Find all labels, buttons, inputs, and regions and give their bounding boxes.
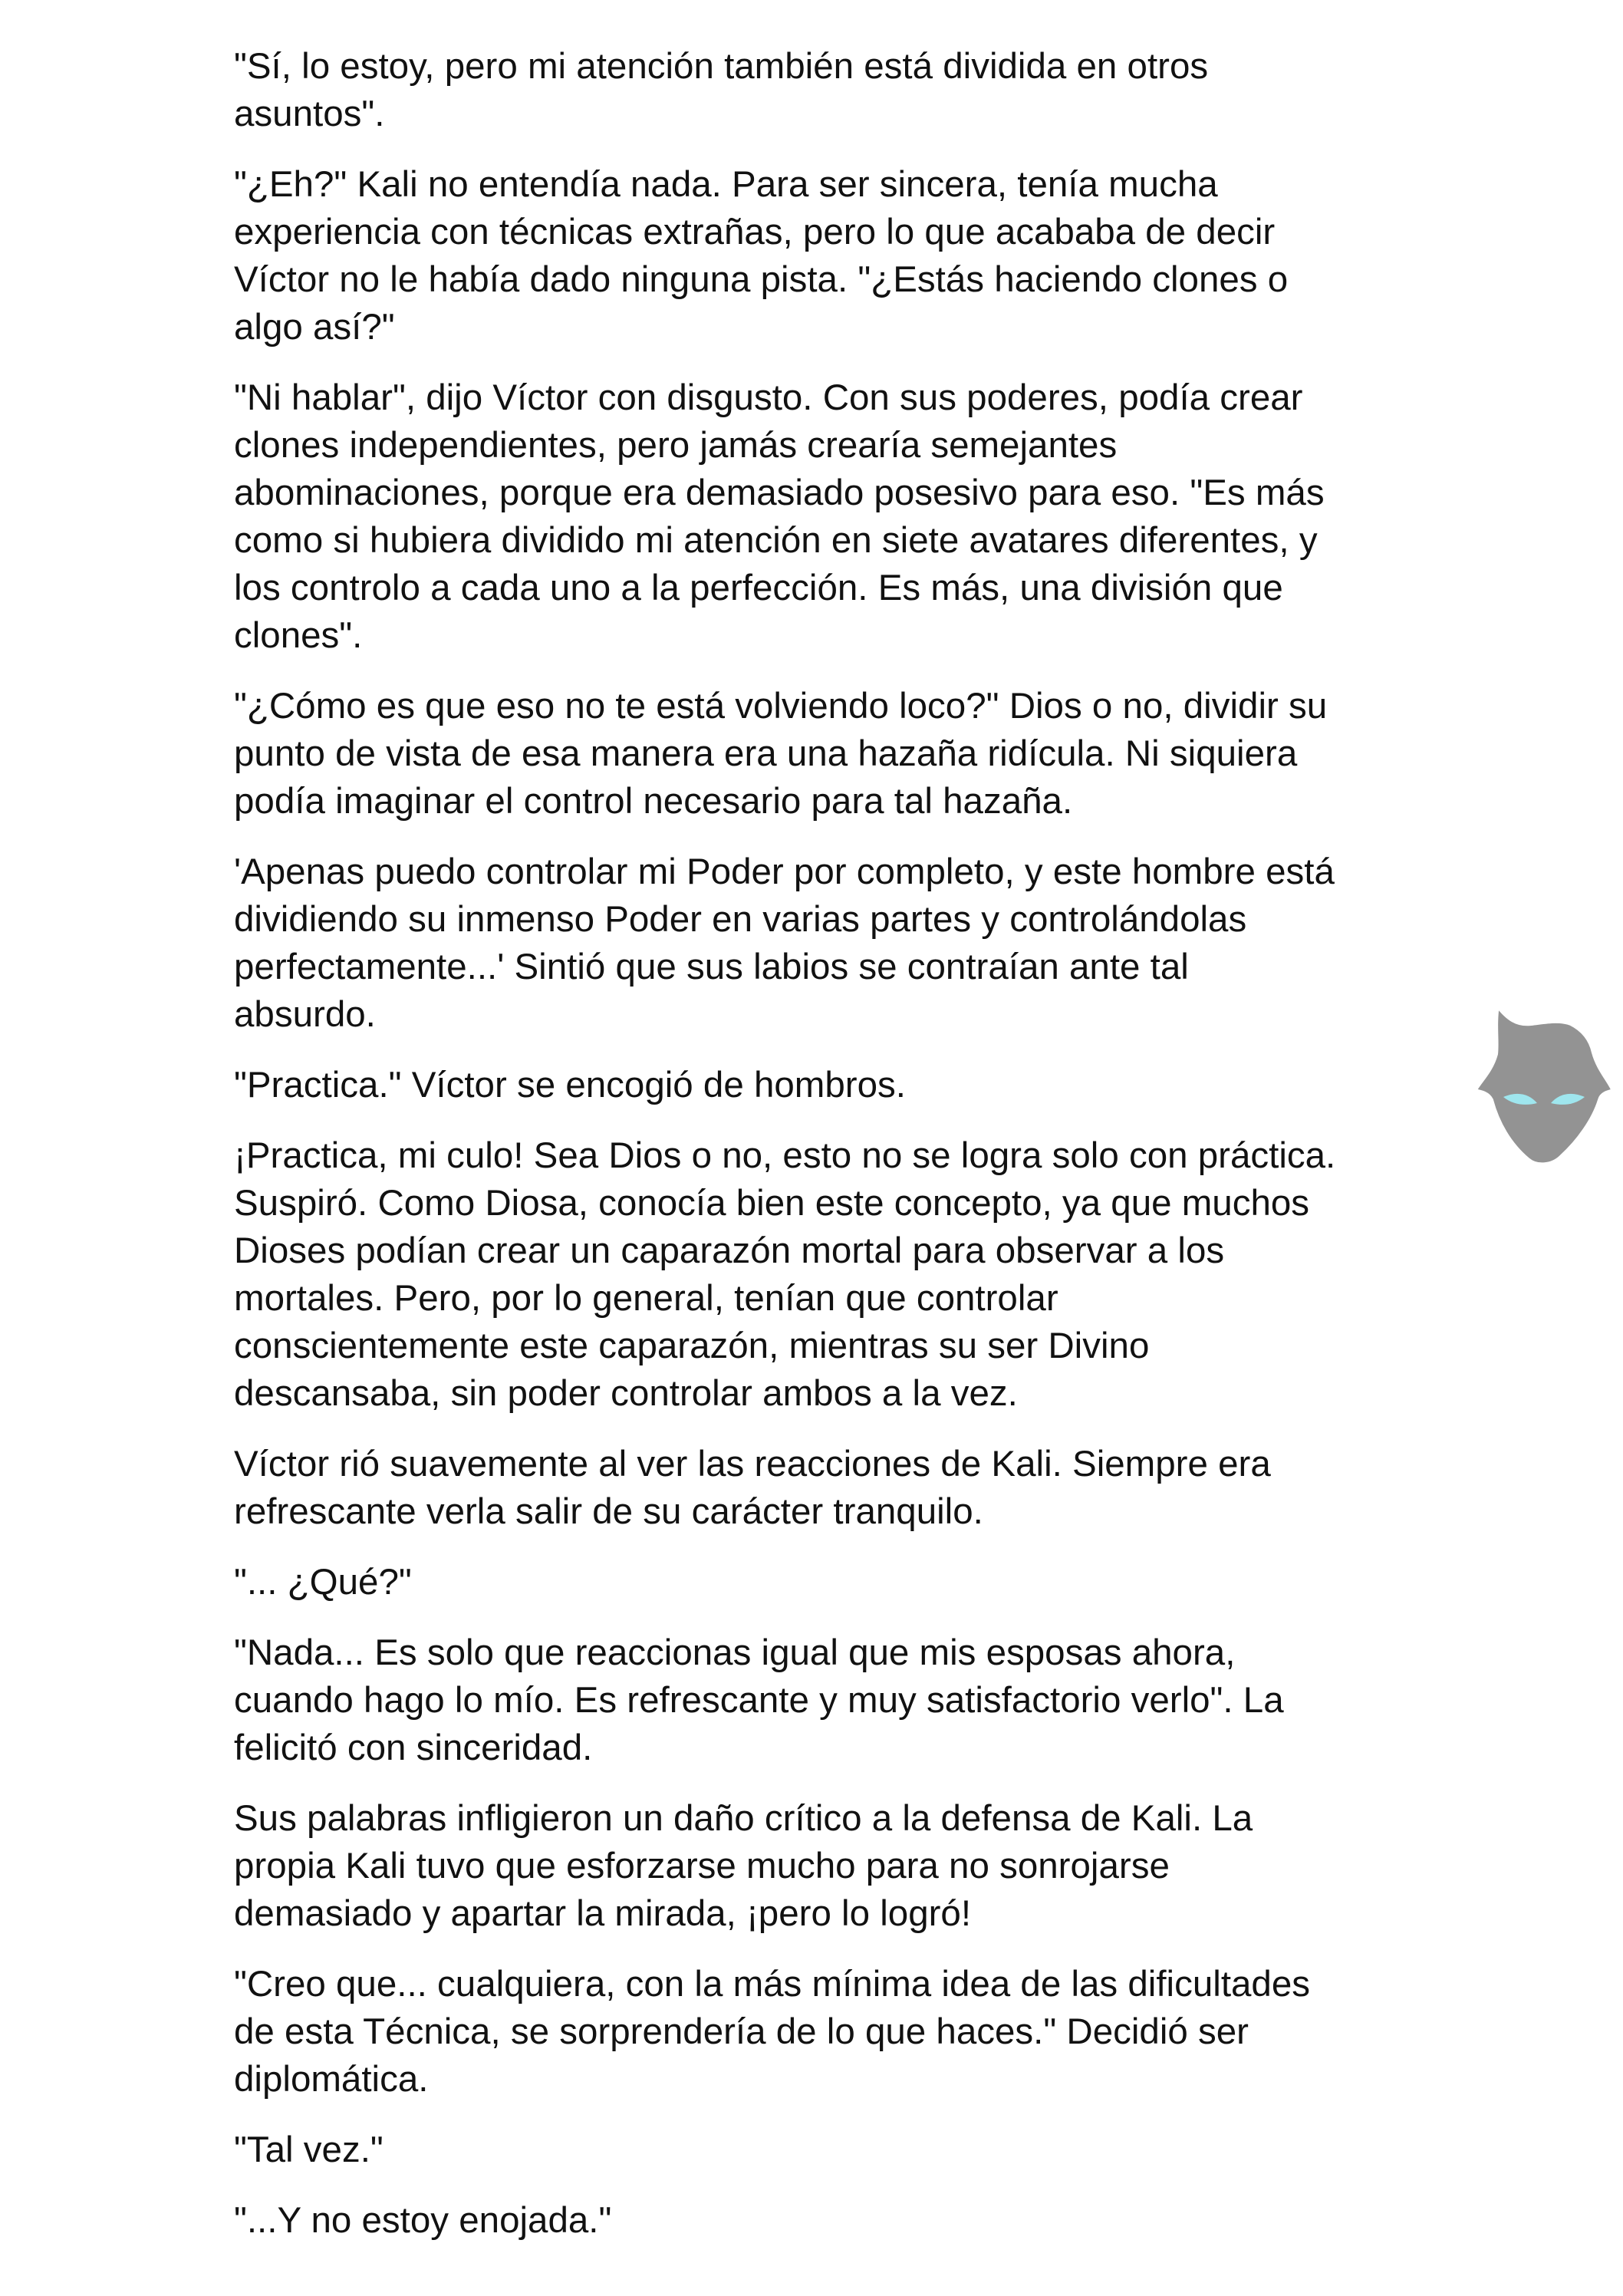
- paragraph: 'Apenas puedo controlar mi Poder por completo, y este hombre está dividiendo su inmenso Poder en varias partes y controlándolas perfectamente...' Sintió que sus labios se contraían ante tal absurdo.: [234, 852, 1335, 1035]
- demon-head-icon: [1471, 996, 1617, 1172]
- paragraph: "¿Cómo es que eso no te está volviendo loco?" Dios o no, dividir su punto de vista de esa manera era una hazaña ridícula. Ni siquiera podía imaginar el control necesario para tal hazaña.: [234, 686, 1328, 822]
- paragraph: Víctor rió suavemente al ver las reacciones de Kali. Siempre era refrescante verla salir de su carácter tranquilo.: [234, 1444, 1271, 1532]
- paragraph: "Sí, lo estoy, pero mi atención también está dividida en otros asuntos".: [234, 46, 1209, 134]
- paragraph: "...Y no estoy enojada.": [234, 2200, 612, 2241]
- paragraph: "Creo que... cualquiera, con la más mínima idea de las dificultades de esta Técnica, se sorprendería de lo que haces." Decidió ser diplomática.: [234, 1964, 1311, 2100]
- paragraph: "... ¿Qué?": [234, 1562, 412, 1603]
- paragraph: "¿Eh?" Kali no entendía nada. Para ser sincera, tenía mucha experiencia con técnicas extrañas, pero lo que acababa de decir Víctor no le había dado ninguna pista. "¿Estás haciendo clones o algo así?": [234, 164, 1289, 348]
- paragraph: "Nada... Es solo que reaccionas igual que mis esposas ahora, cuando hago lo mío. Es refrescante y muy satisfactorio verlo". La felicitó con sinceridad.: [234, 1632, 1284, 1768]
- paragraph: Sus palabras infligieron un daño crítico a la defensa de Kali. La propia Kali tuvo que esforzarse mucho para no sonrojarse demasiado y apartar la mirada, ¡pero lo logró!: [234, 1798, 1253, 1934]
- paragraph: "Practica." Víctor se encogió de hombros.: [234, 1065, 906, 1105]
- paragraph: "Ni hablar", dijo Víctor con disgusto. Con sus poderes, podía crear clones independientes, pero jamás crearía semejantes abominaciones, porque era demasiado posesivo para eso. "Es más como si hubiera dividido mi atención en siete avatares diferentes, y los controlo a cada uno a la perfección. Es más, una división que clones".: [234, 377, 1325, 656]
- paragraph: ¡Practica, mi culo! Sea Dios o no, esto no se logra solo con práctica. Suspiró. Como Diosa, conocía bien este concepto, ya que muchos Dioses podían crear un caparazón mortal para observar a los mortales. Pero, por lo general, tenían que controlar conscientemente este caparazón, mientras su ser Divino descansaba, sin poder controlar ambos a la vez.: [234, 1135, 1336, 1414]
- document-body: [234, 43, 1415, 2268]
- paragraph: "Tal vez.": [234, 2130, 384, 2170]
